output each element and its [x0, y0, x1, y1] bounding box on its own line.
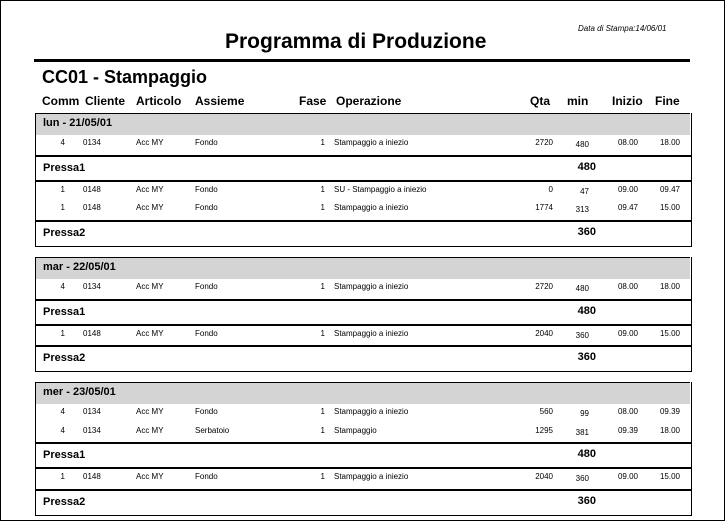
cell-qta: 1295 [535, 425, 553, 435]
cell-inizio: 09.39 [617, 425, 638, 435]
cell-min: 360 [575, 474, 589, 483]
cell-fine: 15.00 [659, 203, 680, 212]
cell-articolo: Acc MY [136, 472, 164, 481]
cell-fase: 1 [320, 282, 325, 291]
cell-operazione: SU - Stampaggio a iniezio [334, 184, 427, 194]
day-label: lun - 21/05/01 [43, 117, 113, 129]
cell-fase: 1 [320, 184, 325, 194]
cell-articolo: Acc MY [136, 425, 164, 435]
cell-qta: 2720 [535, 138, 553, 147]
cell-fase: 1 [320, 138, 325, 147]
cell-operazione: Stampaggio a iniezio [334, 328, 409, 338]
group-total-minutes: 480 [577, 448, 596, 460]
col-header-min: min [567, 94, 589, 108]
group-name: Pressa2 [43, 226, 86, 239]
cell-articolo: Acc MY [136, 282, 164, 291]
col-header-assieme: Assieme [195, 94, 245, 108]
cell-articolo: Acc MY [136, 407, 164, 416]
cell-min: 381 [575, 427, 589, 437]
cell-fase: 1 [320, 407, 325, 416]
cell-inizio: 09.00 [617, 184, 638, 194]
cell-inizio: 09.00 [617, 328, 638, 338]
cell-comm: 1 [60, 472, 65, 481]
cell-fine: 09.39 [659, 407, 680, 416]
cell-min: 480 [575, 140, 589, 149]
group-name: Pressa1 [43, 161, 86, 174]
cell-assieme: Fondo [195, 282, 218, 291]
cell-comm: 1 [60, 328, 65, 338]
cell-assieme: Serbatoio [195, 425, 230, 435]
cell-articolo: Acc MY [136, 138, 164, 147]
cell-fine: 18.00 [659, 425, 680, 435]
group-total-minutes: 360 [577, 225, 596, 238]
col-header-comm: Comm [42, 94, 80, 108]
cell-min: 480 [575, 284, 589, 293]
cell-qta: 0 [548, 184, 553, 194]
group-name: Pressa2 [43, 352, 86, 364]
cell-fine: 09.47 [659, 184, 680, 194]
cell-operazione: Stampaggio a iniezio [334, 138, 409, 147]
cell-cliente: 0134 [83, 138, 101, 147]
cell-comm: 4 [60, 425, 65, 435]
cell-articolo: Acc MY [136, 328, 164, 338]
cell-min: 47 [580, 186, 589, 196]
cell-inizio: 09.47 [617, 203, 638, 212]
cell-fase: 1 [320, 472, 325, 481]
cell-cliente: 0148 [83, 203, 101, 212]
cell-inizio: 09.00 [617, 472, 638, 481]
cell-operazione: Stampaggio a iniezio [334, 282, 409, 291]
cell-assieme: Fondo [195, 203, 218, 212]
cell-qta: 2720 [535, 282, 553, 291]
group-name: Pressa1 [43, 305, 86, 318]
report-title: Programma di Produzione [225, 30, 487, 53]
cell-comm: 4 [60, 282, 65, 291]
cell-fase: 1 [320, 425, 325, 435]
col-header-inizio: Inizio [612, 94, 643, 108]
cell-min: 313 [575, 205, 589, 214]
cell-fase: 1 [320, 203, 325, 212]
col-header-qta: Qta [529, 94, 550, 108]
group-name: Pressa1 [43, 449, 86, 461]
group-total-minutes: 480 [577, 160, 596, 173]
cell-comm: 4 [60, 138, 65, 147]
cell-cliente: 0148 [83, 184, 101, 194]
cell-cliente: 0134 [83, 407, 101, 416]
title-rule [34, 59, 690, 62]
cell-fine: 18.00 [659, 282, 680, 291]
cell-operazione: Stampaggio a iniezio [334, 472, 409, 481]
cell-cliente: 0148 [83, 328, 101, 338]
cell-assieme: Fondo [195, 472, 218, 481]
print-date: Data di Stampa:14/06/01 [578, 24, 667, 33]
cell-operazione: Stampaggio [334, 425, 377, 435]
cell-fine: 18.00 [659, 138, 680, 147]
day-section-border [35, 113, 692, 247]
cell-assieme: Fondo [195, 407, 218, 416]
cell-operazione: Stampaggio a iniezio [334, 203, 409, 212]
cell-qta: 1774 [535, 203, 553, 212]
group-name: Pressa2 [43, 495, 86, 508]
cell-min: 99 [580, 409, 589, 418]
day-section-border [35, 382, 692, 516]
group-total-minutes: 480 [577, 304, 596, 317]
cell-assieme: Fondo [195, 138, 218, 147]
day-label: mer - 23/05/01 [43, 386, 116, 398]
col-header-fine: Fine [655, 94, 680, 108]
cell-fine: 15.00 [659, 328, 680, 338]
cell-qta: 560 [539, 407, 553, 416]
cell-fase: 1 [320, 328, 325, 338]
cell-assieme: Fondo [195, 184, 218, 194]
cell-qta: 2040 [535, 328, 553, 338]
cell-inizio: 08.00 [617, 282, 638, 291]
cell-inizio: 08.00 [617, 138, 638, 147]
cell-qta: 2040 [535, 472, 553, 481]
col-header-articolo: Articolo [136, 94, 182, 108]
day-label: mar - 22/05/01 [43, 261, 116, 273]
cell-cliente: 0134 [83, 425, 101, 435]
col-header-operazione: Operazione [336, 94, 402, 108]
cell-cliente: 0148 [83, 472, 101, 481]
cell-cliente: 0134 [83, 282, 101, 291]
cell-operazione: Stampaggio a iniezio [334, 407, 409, 416]
cell-assieme: Fondo [195, 328, 218, 338]
cell-inizio: 08.00 [617, 407, 638, 416]
cell-fine: 15.00 [659, 472, 680, 481]
col-header-fase: Fase [299, 94, 327, 108]
group-total-minutes: 360 [577, 351, 596, 363]
cell-articolo: Acc MY [136, 203, 164, 212]
cell-articolo: Acc MY [136, 184, 164, 194]
col-header-cliente: Cliente [85, 94, 126, 108]
section-title: CC01 - Stampaggio [42, 67, 208, 87]
cell-comm: 1 [60, 203, 65, 212]
day-section-border [35, 257, 692, 372]
cell-comm: 4 [60, 407, 65, 416]
group-total-minutes: 360 [577, 494, 596, 507]
cell-comm: 1 [60, 184, 65, 194]
cell-min: 360 [575, 330, 589, 340]
